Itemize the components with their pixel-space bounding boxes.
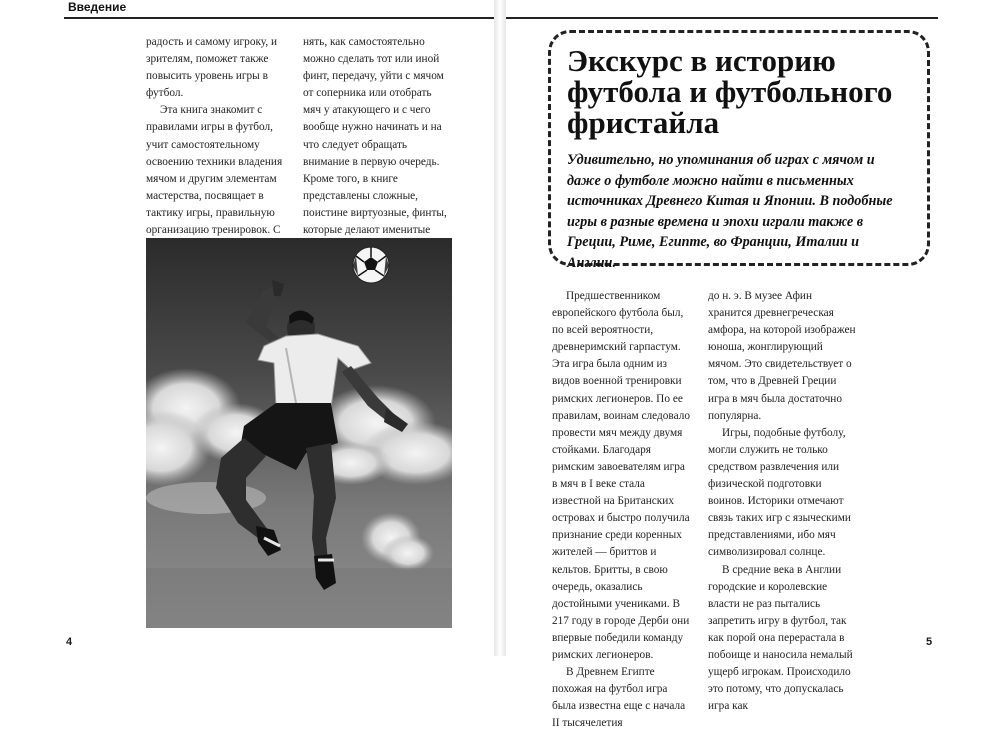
paragraph: Игры, подобные футболу, могли служить не только средством развлечения или физической подготовки воинов. Историки отмечают связь таких игр с языческими представлениями, ибо мяч символизировал солнце. bbox=[708, 426, 851, 559]
paragraph: Эта книга знакомит с правилами игры в футбол, учит самостоятельному освоению техники владения мячом и другим элементам мастерства, посвящает в тактику игры, правильную организацию тренировок. С bbox=[146, 104, 283, 237]
chapter-title: Экскурс в историю футбола и футбольного фристайла bbox=[567, 43, 893, 140]
chapter-lead: Удивительно, но упоминания об играх с мячом и даже о футболе можно найти в письменных источниках Древнего Китая и Японии. В подобные игры в разные времена и эпохи играли также в Греции, Риме, Египте, во Франции, Италии и Англии. bbox=[567, 152, 893, 271]
right-column-1 bbox=[552, 288, 692, 732]
book-gutter bbox=[494, 0, 506, 656]
header-rule bbox=[506, 17, 938, 19]
paragraph: В средние века в Англии городские и королевские власти не раз пытались запретить игру в футбол, так как порой она перерастала в побоище и наносила немалый ущерб игрокам. Происходило это потому, что допускалась игра как bbox=[708, 563, 853, 713]
paragraph: радость и самому игроку, и зрителям, поможет также повысить уровень игры в футбол. bbox=[146, 36, 278, 100]
paragraph: до н. э. В музее Афин хранится древнегреческая амфора, на которой изображен юноша, жонглирующий мячом. Это свидетельствует о том, что в Древней Греции игра в мяч была достаточно популярна. bbox=[708, 290, 856, 422]
chapter-heading-box bbox=[548, 30, 930, 271]
paragraph: Предшественником европейского футбола был, по всей вероятности, древнеримский гарпастум. Эта игра была одним из видов военной тренировки римских легионеров. По ее правилам, воинам следовало провести мяч между двумя стойками. Благодаря римским завоевателям игра в мяч в I веке стала известной на Британских островах и быстро получила признание среди коренных жителей — бриттов и кельтов. Бритты, в свою очередь, оказались достойными учениками. В 217 году в городе Дерби они впервые победили команду римских легионеров. bbox=[552, 290, 691, 661]
page-number: 5 bbox=[926, 636, 933, 648]
header-rule bbox=[64, 17, 494, 19]
paragraph: В Древнем Египте похожая на футбол игра была известна еще с начала II тысячелетия bbox=[552, 666, 686, 730]
section-title: Введение bbox=[68, 0, 127, 14]
left-page bbox=[0, 0, 494, 656]
right-column-2 bbox=[708, 288, 856, 715]
soccer-ball-icon bbox=[353, 247, 389, 283]
football-player-photo bbox=[146, 238, 452, 628]
paragraph: нять, как самостоятельно можно сделать тот или иной финт, передачу, уйти с мячом от соперника или отобрать мяч у атакующего и с чего вообще нужно начинать и на что следует обращать внимание в первую очередь. Кроме того, в книге представлены сложные, поистине виртуозные, финты, которые делают именитые bbox=[303, 36, 447, 237]
page-number: 4 bbox=[66, 636, 73, 648]
